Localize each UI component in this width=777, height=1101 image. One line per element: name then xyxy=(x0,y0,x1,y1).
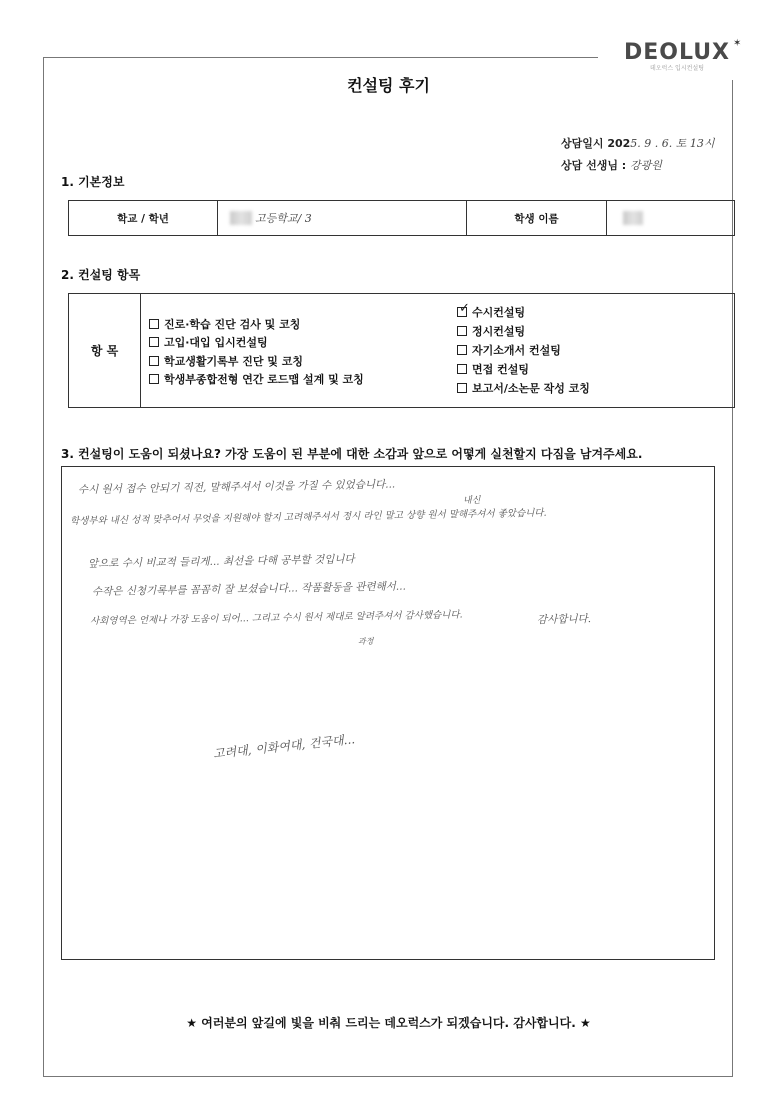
checkbox[interactable] xyxy=(457,326,467,336)
option-item[interactable] xyxy=(149,316,300,332)
date-value: 5. 9 . 6. 토 13시 xyxy=(630,137,715,150)
name-value-cell xyxy=(606,201,734,235)
redacted-block xyxy=(230,211,252,225)
option-label: 자기소개서 컨설팅 xyxy=(472,344,561,357)
handwritten-line: 학생부와 내신 성적 맞추어서 무엇을 지원해야 할지 고려해주셔서 정시 라인 말고 상향 원서 말해주셔서 좋았습니다. xyxy=(69,507,547,527)
handwritten-line: 감사합니다. xyxy=(536,613,592,626)
teacher-value: 강광원 xyxy=(630,159,662,172)
checkbox[interactable] xyxy=(149,337,159,347)
handwritten-line: 고려대, 이화여대, 건국대... xyxy=(212,732,356,761)
school-value-cell xyxy=(217,201,466,235)
option-label: 정시컨설팅 xyxy=(472,325,526,338)
footer-message: ★ 여러분의 앞길에 빛을 비춰 드리는 데오럭스가 되겠습니다. 감사합니다. ★ xyxy=(186,1016,591,1030)
option-item[interactable] xyxy=(457,380,590,396)
answer-box[interactable] xyxy=(61,466,715,960)
option-label: 고입·대입 입시컨설팅 xyxy=(164,336,268,349)
option-label: 학교생활기록부 진단 및 코칭 xyxy=(164,355,303,368)
items-row-label: 항 목 xyxy=(90,344,119,358)
option-item[interactable] xyxy=(149,371,364,387)
handwritten-line: 수시 원서 접수 안되기 직전, 말해주셔서 이것을 가질 수 있었습니다... xyxy=(77,478,396,496)
logo-subtitle: 데오럭스 입시컨설팅 xyxy=(649,65,705,72)
checkbox-checked[interactable] xyxy=(457,301,470,317)
option-label: 학생부종합전형 연간 로드맵 설계 및 코칭 xyxy=(164,373,364,386)
deolux-logo xyxy=(612,40,742,72)
consult-date xyxy=(561,135,715,151)
checkbox[interactable] xyxy=(457,383,467,393)
date-label: 상담일시 202 xyxy=(561,137,631,150)
option-item[interactable] xyxy=(149,353,303,369)
consulting-items-table xyxy=(68,293,735,408)
checkbox[interactable] xyxy=(149,356,159,366)
option-item[interactable] xyxy=(457,323,525,339)
section3-question: 3. 컨설팅이 도움이 되셨나요? 가장 도움이 된 부분에 대한 소감과 앞으로 어떻게 실천할지 다짐을 남겨주세요. xyxy=(61,447,643,461)
option-label: 면접 컨설팅 xyxy=(472,363,529,376)
handwritten-line: 앞으로 수시 비교적 들리게... 최선을 다해 공부할 것입니다 xyxy=(87,553,355,570)
option-item[interactable] xyxy=(457,361,529,377)
redacted-name xyxy=(623,211,643,225)
section2-heading: 2. 컨설팅 항목 xyxy=(61,268,141,282)
checkbox[interactable] xyxy=(457,345,467,355)
school-label: 학교 / 학년 xyxy=(117,212,169,225)
handwritten-line: 사회영역은 언제나 가장 도움이 되어... 그리고 수시 원서 제대로 알려주셔서 감사했습니다. xyxy=(89,609,463,627)
school-value: 고등학교/ 3 xyxy=(255,212,312,225)
checkbox[interactable] xyxy=(149,374,159,384)
option-label: 수시컨설팅 xyxy=(472,306,526,319)
logo-wordmark: DEOLUX xyxy=(623,40,731,65)
page-title: 컨설팅 후기 xyxy=(347,76,430,95)
check-mark-icon: ✓ xyxy=(459,301,470,316)
checkbox[interactable] xyxy=(149,319,159,329)
consult-teacher xyxy=(561,157,662,173)
option-label: 진로·학습 진단 검사 및 코칭 xyxy=(164,318,301,331)
option-label: 보고서/소논문 작성 코칭 xyxy=(472,382,590,395)
section1-heading: 1. 기본정보 xyxy=(61,175,125,189)
option-item[interactable] xyxy=(457,342,561,358)
option-item[interactable] xyxy=(149,334,268,350)
handwritten-insert: 내신 xyxy=(462,495,481,506)
basic-info-table xyxy=(68,200,735,236)
handwritten-line: 수작은 신청기록부를 꼼꼼히 잘 보셨습니다... 작품활동을 관련해서... xyxy=(91,580,406,598)
teacher-label: 상담 선생님 : xyxy=(561,159,627,172)
checkbox[interactable] xyxy=(457,364,467,374)
logo-star-icon: ✶ xyxy=(733,38,742,49)
handwritten-insert: 과정 xyxy=(357,636,374,646)
name-label: 학생 이름 xyxy=(466,201,606,235)
option-item-checked[interactable] xyxy=(457,301,526,320)
items-options-cell xyxy=(140,294,734,407)
